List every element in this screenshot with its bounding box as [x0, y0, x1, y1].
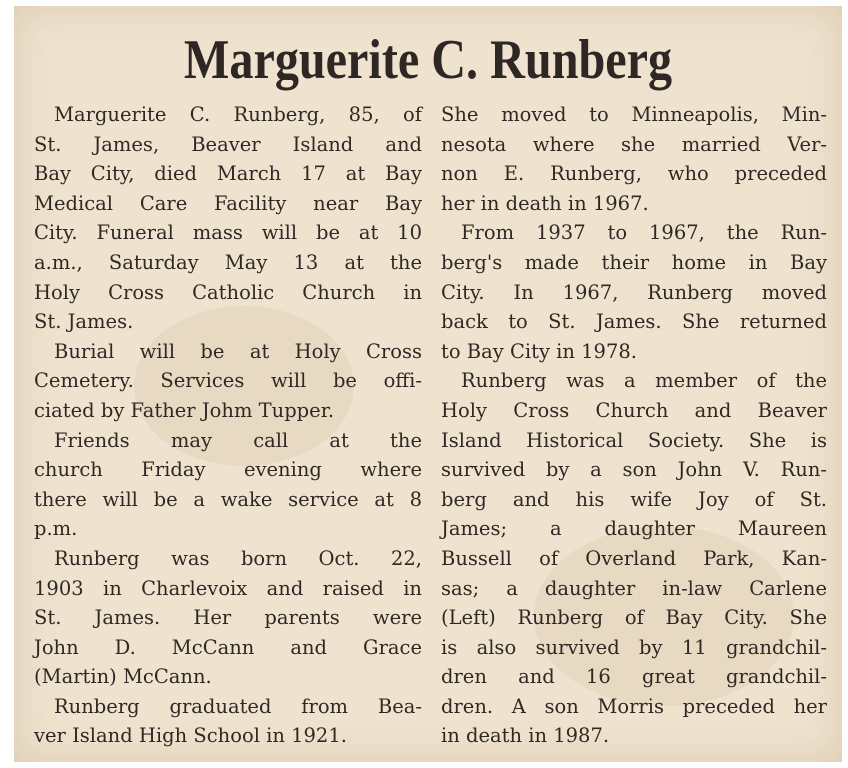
text-line: Marguerite C. Runberg, 85, of — [54, 103, 422, 126]
text-line: survived by a son John V. Run- — [441, 458, 827, 482]
obituary-headline: Marguerite C. Runberg — [183, 29, 673, 91]
text-line: Bussell of Overland Park, Kan- — [441, 546, 827, 570]
text-line: ciated by Father Johm Tupper. — [34, 398, 335, 422]
text-line: Bay City, died March 17 at Bay — [34, 162, 422, 186]
text-line: City. In 1967, Runberg moved — [441, 280, 827, 304]
right-column — [441, 100, 827, 751]
text-line: Holy Cross Catholic Church in — [34, 280, 422, 304]
text-line: Cemetery. Services will be offi- — [34, 369, 422, 393]
text-line: She moved to Minneapolis, Min- — [441, 103, 827, 126]
text-line: dren. A son Morris preceded her — [441, 694, 827, 718]
paragraph — [34, 692, 422, 751]
left-column — [34, 100, 422, 751]
text-line: Medical Care Facility near Bay — [34, 191, 422, 215]
text-line: James; a daughter Maureen — [441, 517, 827, 541]
newspaper-clipping — [14, 6, 842, 762]
text-line: Holy Cross Church and Beaver — [441, 398, 827, 422]
text-line: a.m., Saturday May 13 at the — [34, 250, 422, 274]
text-line: there will be a wake service at 8 — [34, 487, 422, 511]
text-line: John D. McCann and Grace — [34, 635, 422, 659]
text-line: (Left) Runberg of Bay City. She — [441, 606, 827, 630]
text-line: City. Funeral mass will be at 10 — [34, 221, 422, 245]
text-line: her in death in 1967. — [441, 191, 649, 215]
text-line: St. James. Her parents were — [34, 606, 422, 630]
text-line: berg and his wife Joy of St. — [441, 487, 827, 511]
text-line: non E. Runberg, who preceded — [441, 162, 827, 186]
text-line: ver Island High School in 1921. — [34, 724, 347, 748]
paragraph — [441, 218, 827, 366]
text-line: St. James, Beaver Island and — [34, 132, 422, 156]
text-line: Runberg graduated from Bea- — [54, 694, 422, 718]
text-line: Runberg was a member of the — [461, 369, 827, 393]
text-line: Burial will be at Holy Cross — [54, 339, 422, 363]
text-line: is also survived by 11 grandchil- — [441, 635, 827, 659]
paragraph — [34, 337, 422, 426]
text-line: sas; a daughter in-law Carlene — [441, 576, 827, 600]
paragraph — [441, 366, 827, 751]
text-line: Island Historical Society. She is — [441, 428, 827, 452]
paragraph — [34, 544, 422, 692]
text-line: p.m. — [34, 517, 78, 541]
text-line: church Friday evening where — [34, 458, 422, 482]
text-line: St. James. — [34, 310, 134, 334]
text-line: (Martin) McCann. — [34, 665, 212, 689]
text-line: 1903 in Charlevoix and raised in — [34, 576, 422, 600]
text-line: in death in 1987. — [441, 724, 610, 748]
text-line: Runberg was born Oct. 22, — [54, 546, 422, 570]
text-line: back to St. James. She returned — [441, 310, 827, 334]
text-line: From 1937 to 1967, the Run- — [461, 221, 827, 245]
paragraph — [34, 426, 422, 544]
paragraph — [34, 100, 422, 337]
text-line: berg's made their home in Bay — [441, 250, 827, 274]
text-line: dren and 16 great grandchil- — [441, 665, 827, 689]
text-line: nesota where she married Ver- — [441, 132, 827, 156]
text-line: to Bay City in 1978. — [441, 339, 637, 363]
text-line: Friends may call at the — [54, 428, 422, 452]
paragraph — [441, 100, 827, 218]
